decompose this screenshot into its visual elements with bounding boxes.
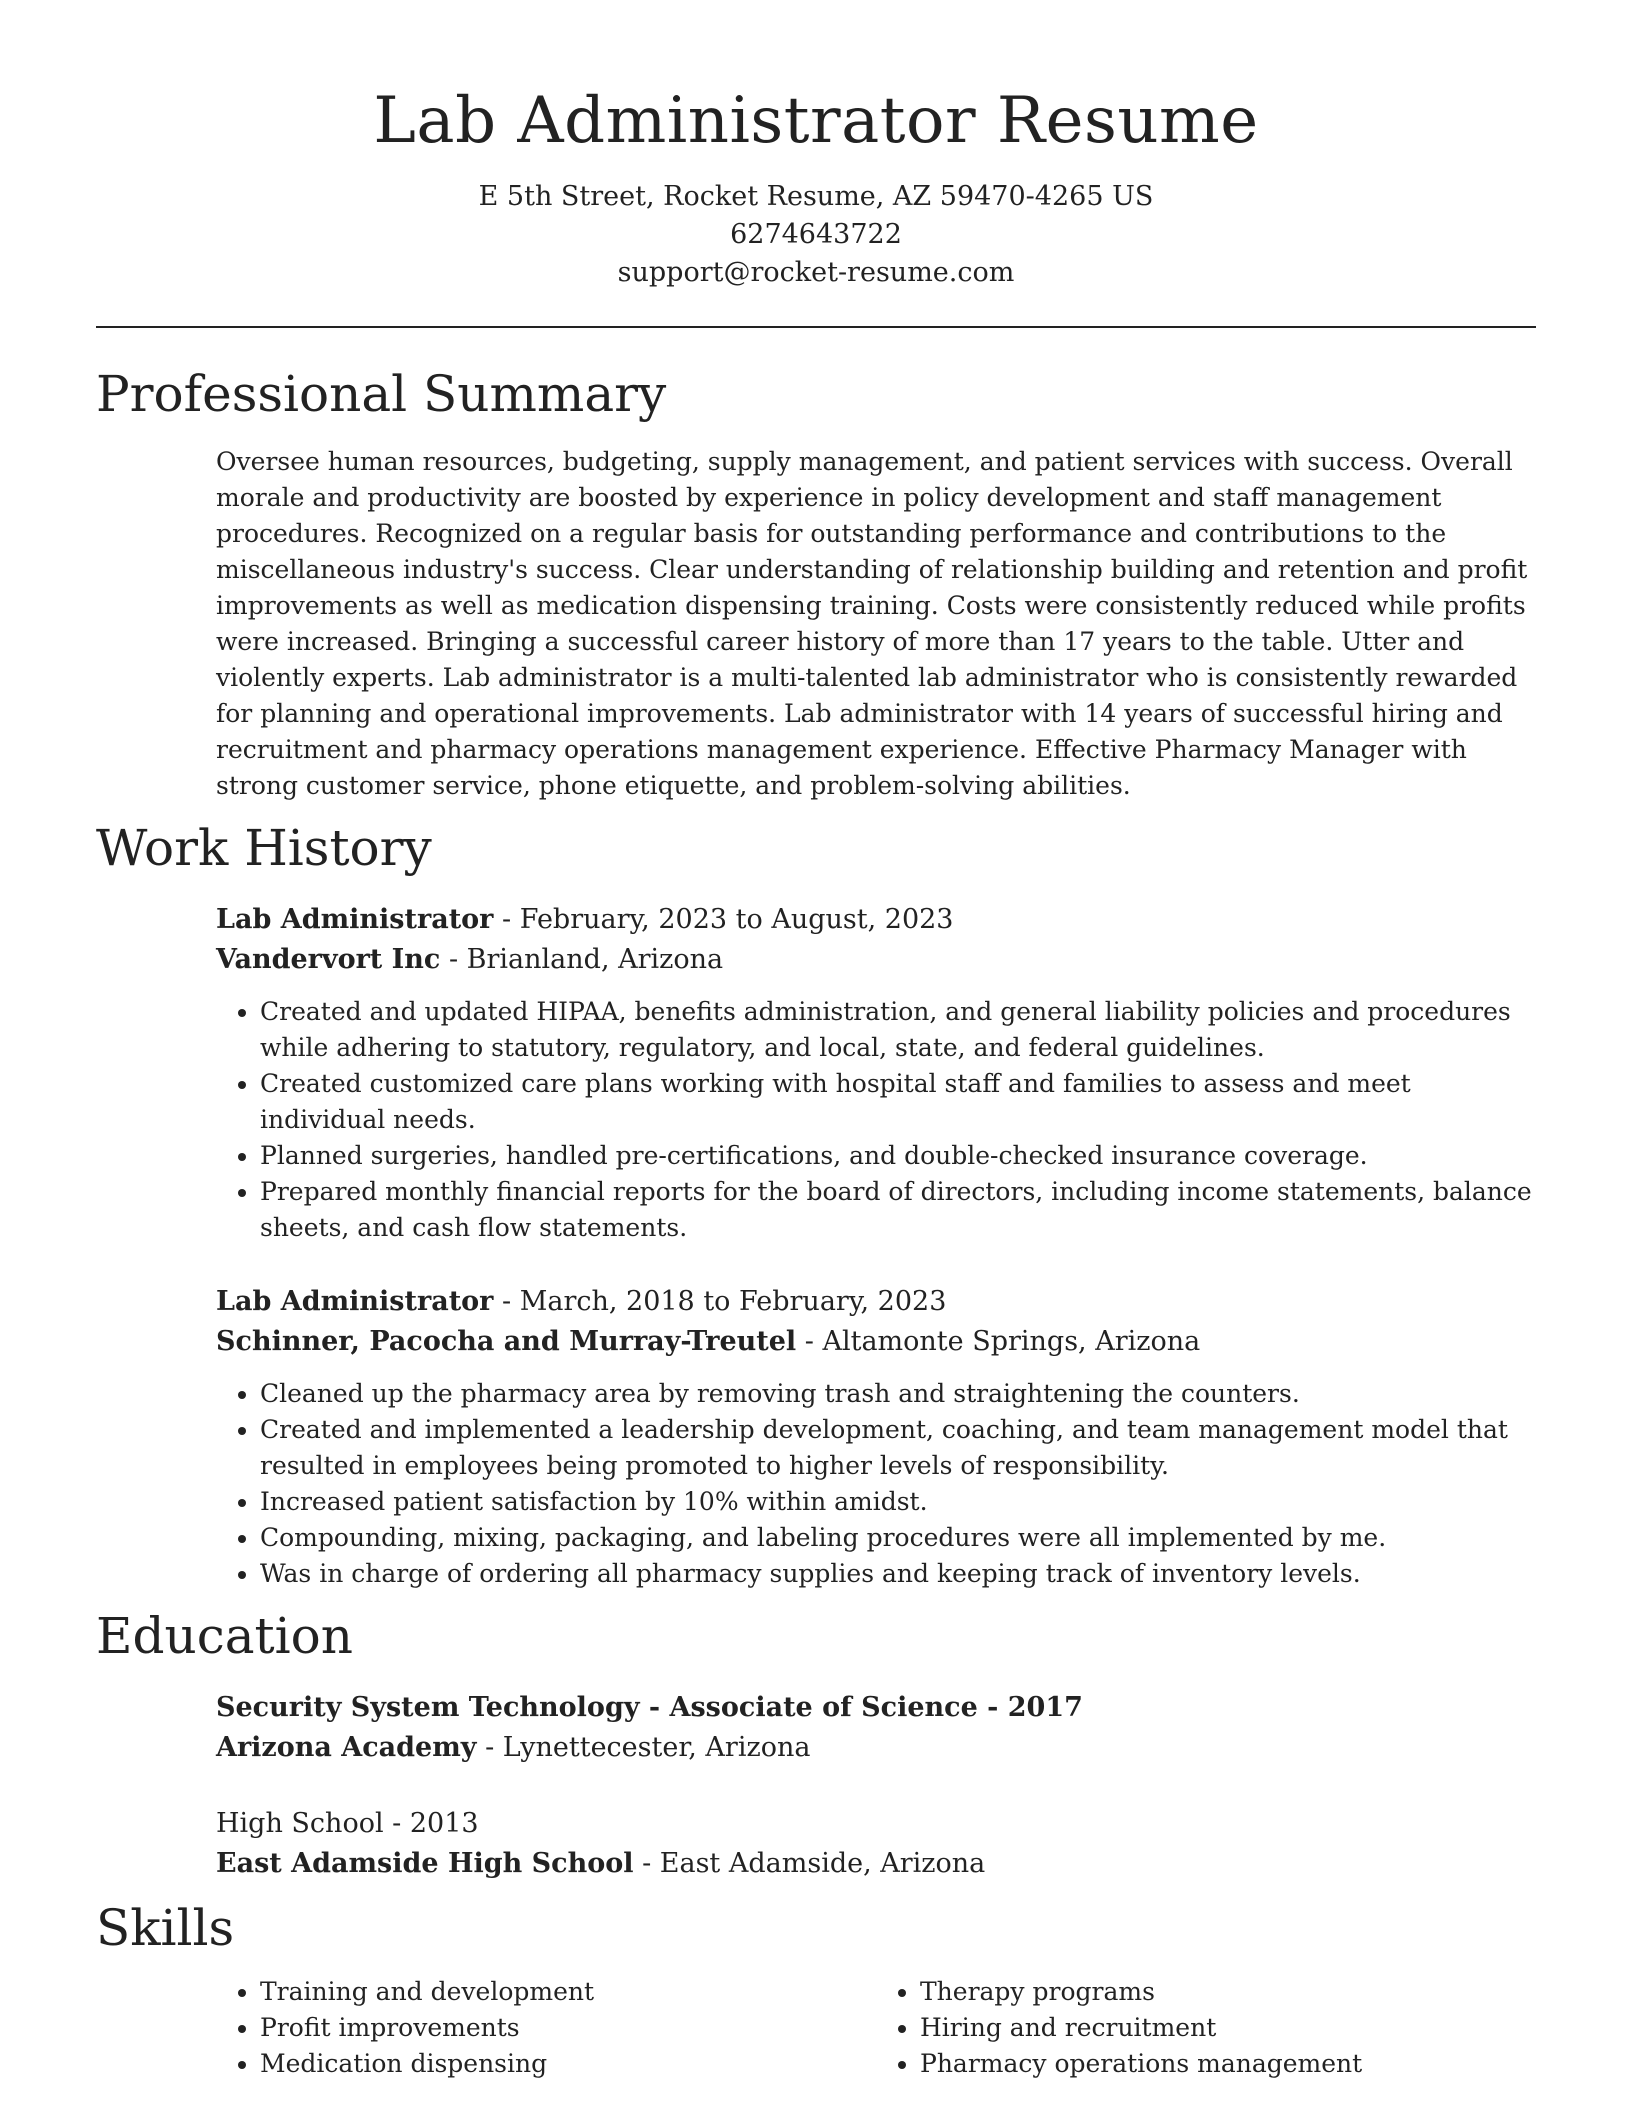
- education-program: High School: [216, 1808, 384, 1840]
- skill-item: • Medication dispensing: [260, 2046, 876, 2082]
- resume-header: [96, 0, 1536, 292]
- summary-section: [96, 364, 1536, 804]
- list-item: • Compounding, mixing, packaging, and labeling procedures were all implemented by me.: [260, 1520, 1536, 1556]
- education-program-line: [216, 1804, 1536, 1844]
- work-history-body: [216, 900, 1536, 1592]
- education-location: - Lynettecester, Arizona: [476, 1732, 811, 1764]
- skill-item: • Pharmacy operations management: [920, 2046, 1536, 2082]
- job-company-line: [216, 1322, 1536, 1362]
- skill-item: • Hiring and recruitment: [920, 2010, 1536, 2046]
- job-bullets: [216, 1376, 1536, 1592]
- job-location: - Altamonte Springs, Arizona: [796, 1326, 1201, 1358]
- list-item: • Created and implemented a leadership development, coaching, and team management model that resulted in employees being promoted to higher levels of responsibility.: [260, 1412, 1536, 1484]
- list-item: • Cleaned up the pharmacy area by removing trash and straightening the counters.: [260, 1376, 1536, 1412]
- job-company: Schinner, Pacocha and Murray-Treutel: [216, 1326, 797, 1358]
- list-item: • Planned surgeries, handled pre-certifications, and double-checked insurance coverage.: [260, 1138, 1536, 1174]
- job-company-line: [216, 940, 1536, 980]
- skill-item: • Therapy programs: [920, 1974, 1536, 2010]
- skill-item: • Training and development: [260, 1974, 876, 2010]
- education-school: Arizona Academy: [216, 1732, 477, 1764]
- list-item: • Created and updated HIPAA, benefits administration, and general liability policies and procedures while adhering to statutory, regulatory, and local, state, and federal guidelines.: [260, 994, 1536, 1066]
- summary-heading: Professional Summary: [96, 365, 667, 424]
- page-title: Lab Administrator Resume: [373, 84, 1259, 158]
- job-company: Vandervort Inc: [216, 944, 441, 976]
- job-title-line: [216, 1282, 1536, 1322]
- skills-section: [96, 1898, 1536, 2082]
- resume-page: [96, 0, 1536, 2082]
- job-role: Lab Administrator: [216, 1286, 494, 1318]
- education-heading: Education: [96, 1607, 353, 1666]
- job-role: Lab Administrator: [216, 904, 494, 936]
- skills-heading: Skills: [96, 1899, 235, 1958]
- education-location: - East Adamside, Arizona: [633, 1848, 986, 1880]
- education-program-line: [216, 1688, 1536, 1728]
- education-school-line: [216, 1844, 1536, 1884]
- job-entry: [216, 1282, 1536, 1592]
- list-item: • Increased patient satisfaction by 10% within amidst.: [260, 1484, 1536, 1520]
- skills-right-column: [876, 1974, 1536, 2082]
- work-history-section: [96, 818, 1536, 1592]
- work-history-heading: Work History: [96, 819, 432, 878]
- list-item: • Created customized care plans working with hospital staff and families to assess and meet individual needs.: [260, 1066, 1536, 1138]
- summary-text: Oversee human resources, budgeting, supply management, and patient services with success. Overall morale and productivity are boosted by experience in policy development and staff management procedures. Recognized on a regular basis for outstanding performance and contributions to the miscellaneous industry's success. Clear understanding of relationship building and retention and profit improvements as well as medication dispensing training. Costs were consistently reduced while profits were increased. Bringing a successful career history of more than 17 years to the table. Utter and violently experts. Lab administrator is a multi-talented lab administrator who is consistently rewarded for planning and operational improvements. Lab administrator with 14 years of successful hiring and recruitment and pharmacy operations management experience. Effective Pharmacy Manager with strong customer service, phone etiquette, and problem-solving abilities.: [216, 447, 1528, 801]
- education-body: [216, 1688, 1536, 1884]
- skill-item: • Profit improvements: [260, 2010, 876, 2046]
- education-school: East Adamside High School: [216, 1848, 634, 1880]
- email-text: support@rocket-resume.com: [617, 257, 1015, 289]
- education-entry: [216, 1804, 1536, 1884]
- list-item: • Was in charge of ordering all pharmacy supplies and keeping track of inventory levels.: [260, 1556, 1536, 1592]
- job-location: - Brianland, Arizona: [440, 944, 724, 976]
- phone-text: 6274643722: [730, 219, 902, 251]
- education-year: - 2013: [383, 1808, 479, 1840]
- education-program: Security System Technology - Associate of Science - 2017: [216, 1692, 1083, 1724]
- education-section: [96, 1606, 1536, 1884]
- job-bullets: [216, 994, 1536, 1246]
- header-divider: [96, 326, 1536, 328]
- education-entry: [216, 1688, 1536, 1768]
- job-dates: - March, 2018 to February, 2023: [493, 1286, 947, 1318]
- job-title-line: [216, 900, 1536, 940]
- skills-left-column: [216, 1974, 876, 2082]
- contact-block: [96, 178, 1536, 292]
- address-text: E 5th Street, Rocket Resume, AZ 59470-4265 US: [478, 181, 1154, 213]
- education-school-line: [216, 1728, 1536, 1768]
- skills-columns: [216, 1974, 1536, 2082]
- job-entry: [216, 900, 1536, 1246]
- list-item: • Prepared monthly financial reports for the board of directors, including income statements, balance sheets, and cash flow statements.: [260, 1174, 1536, 1246]
- job-dates: - February, 2023 to August, 2023: [493, 904, 954, 936]
